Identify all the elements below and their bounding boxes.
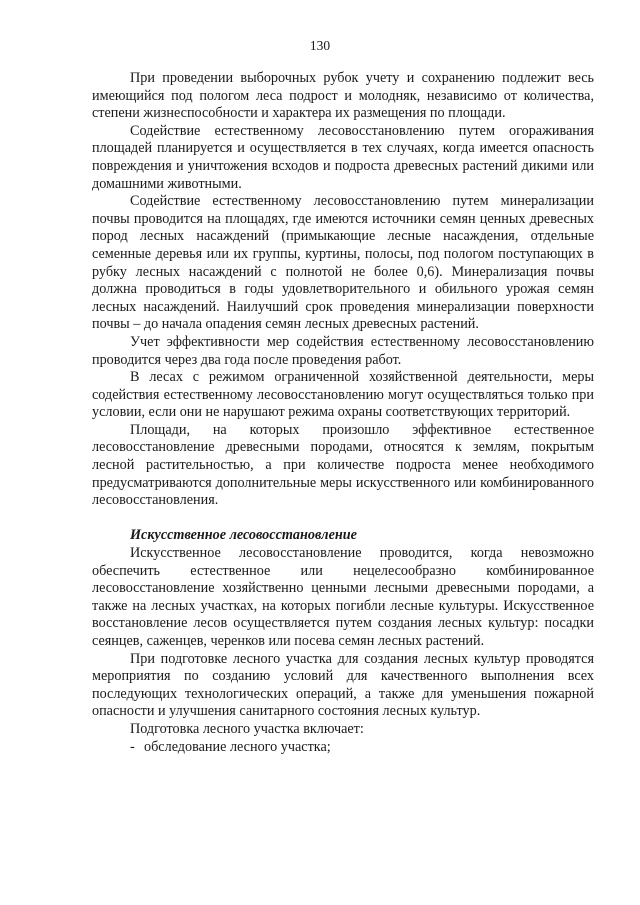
paragraph-restricted-forests: В лесах с режимом ограниченной хозяйственной деятельности, меры содействия естественному лесовосстановлению могут осуществляться только при условии, если они не нарушают режима охраны соответствующих территорий. bbox=[92, 369, 594, 421]
page-number: 130 bbox=[309, 38, 331, 53]
page-content bbox=[92, 70, 594, 756]
section-spacer bbox=[92, 510, 594, 528]
paragraph-fencing: Содействие естественному лесовосстановлению путем огораживания площадей планируется и осуществляется в тех случаях, когда имеется опасность повреждения и уничтожения всходов и подроста древесных растений дикими или домашними животными. bbox=[92, 122, 594, 192]
list-item-text: обследование лесного участка; bbox=[144, 738, 331, 755]
paragraph-selective-felling: При проведении выборочных рубок учету и сохранению подлежит весь имеющийся под пологом леса подрост и молодняк, независимо от количества, степени жизнеспособности и характера их размещения по площади. bbox=[92, 70, 594, 122]
paragraph-effectiveness-accounting: Учет эффективности мер содействия естественному лесовосстановлению проводится через два года после проведения работ. bbox=[92, 333, 594, 368]
section-heading: Искусственное лесовосстановление bbox=[130, 527, 357, 544]
paragraph-site-preparation: При подготовке лесного участка для создания лесных культур проводятся мероприятия по созданию условий для качественного выполнения всех последующих технологических операций, а также для уменьшения пожарной опасности и улучшения санитарного состояния лесных культур. bbox=[92, 650, 594, 720]
list-item bbox=[92, 739, 594, 757]
list-marker: - bbox=[130, 738, 135, 755]
paragraph-preparation-includes: Подготовка лесного участка включает: bbox=[130, 720, 364, 737]
paragraph-artificial-reforestation: Искусственное лесовосстановление проводится, когда невозможно обеспечить естественное или нецелесообразно комбинированное лесовосстановление хозяйственно ценными лесными древесными породами, а также на лесных участках, на которых погибли лесные культуры. Искусственное восстановление лесов осуществляется путем создания лесных культур: посадки сеянцев, саженцев, черенков или посева семян лесных растений. bbox=[92, 545, 594, 649]
paragraph-mineralization: Содействие естественному лесовосстановлению путем минерализации почвы проводится на площадях, где имеются источники семян ценных древесных пород лесных насаждений (примыкающие лесные насаждения, отдельные семенные деревья или их группы, куртины, полосы, под пологом поступающих в рубку лесных насаждений с полнотой не более 0,6). Минерализация почвы должна проводиться в годы удовлетворительного и обильного урожая семян лесных насаждений. Наилучший срок проведения минерализации поверхности почвы – до начала опадения семян лесных древесных растений. bbox=[92, 193, 594, 333]
paragraph-effective-areas: Площади, на которых произошло эффективное естественное лесовосстановление древесными породами, относятся к землям, покрытым лесной растительностью, а при количестве подроста менее необходимого предусматриваются дополнительные меры искусственного или комбинированного лесовосстановления. bbox=[92, 421, 594, 509]
preparation-list bbox=[92, 739, 594, 757]
